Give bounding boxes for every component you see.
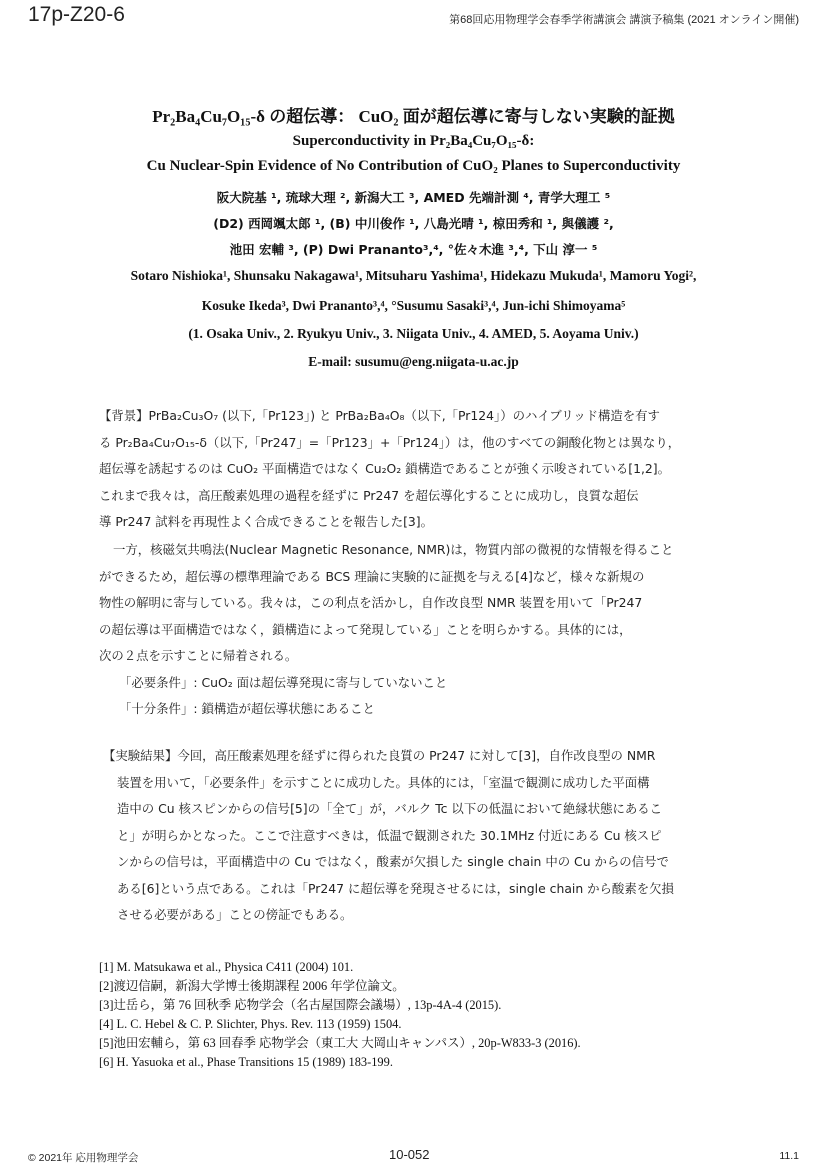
title-en-line1: Superconductivity in Pr₂Ba₄Cu₇O₁₅-δ: [292,133,535,149]
affiliations-jp: 阪大院基 ¹, 琉球大理 ², 新潟大工 ³, AMED 先端計測 ⁴, 青学大理工 ⁵ [216,190,611,205]
text-line: ができるため，超伝導の標準理論である BCS 理論に実験的に証拠を与える[4]など，様々な新規の [99,568,645,584]
reference-item: [1] M. Matsukawa et al., Physica C411 (2004) 101. [99,960,354,974]
reference-item: [4] L. C. Hebel & C. P. Slichter, Phys. Rev. 113 (1959) 1504. [99,1017,402,1031]
text-line: 【背景】PrBa₂Cu₃O₇ (以下,「Pr123」) と PrBa₂Ba₄O₈（以下,「Pr124」）のハイブリッド構造を有す [99,408,660,423]
nmr-paragraph [99,537,739,723]
text-line: 超伝導を誘起するのは CuO₂ 平面構造ではなく Cu₂O₂ 鎖構造であることが強く示唆されている[1,2]。 [99,461,670,476]
text-line: ンからの信号は，平面構造中の Cu ではなく，酸素が欠損した single chain 中の Cu からの信号で [117,854,669,869]
text-line: の超伝導は平面構造ではなく，鎖構造によって発現している」ことを明らかする。具体的には， [99,621,632,637]
title-en-line2: Cu Nuclear-Spin Evidence of No Contribution of CuO₂ Planes to Superconductivity [146,158,681,174]
category-code: 11.1 [779,1150,799,1162]
text-line: 次の２点を示すことに帰着される。 [99,648,298,663]
page-number: 10-052 [389,1147,430,1162]
copyright: © 2021年 応用物理学会 [28,1152,139,1164]
text-line: 【実験結果】今回，高圧酸素処理を経ずに得られた良質の Pr247 に対して[3]，自作改良型の NMR [103,748,656,763]
sufficient-condition: 「十分条件」: 鎖構造が超伝導状態にあること [119,701,375,716]
reference-item: [2]渡辺信嗣，新潟大学博士後期課程 2006 年学位論文。 [99,979,405,993]
results-paragraph [103,743,743,929]
necessary-condition: 「必要条件」: CuO₂ 面は超伝導発現に寄与していないこと [119,674,448,690]
text-line: 装置を用いて，「必要条件」を示すことに成功した。具体的には，「室温で観測に成功した平面構 [117,774,650,790]
email: E-mail: susumu@eng.niigata-u.ac.jp [308,354,519,369]
authors-jp-line1: (D2) 西岡颯太郎 ¹, (B) 中川俊作 ¹, 八島光晴 ¹, 椋田秀和 ¹, 與儀護 ², [213,216,614,231]
authors-jp-line2: 池田 宏輔 ³, (P) Dwi Prananto³,⁴, °佐々木進 ³,⁴, 下山 淳一 ⁵ [229,242,598,257]
title-jp: Pr₂Ba₄Cu₇O₁₅-δ の超伝導： CuO₂ 面が超伝導に寄与しない実験的証拠 [152,107,675,126]
text-line: ある[6]という点である。これは「Pr247 に超伝導を発現させるには，single chain から酸素を欠損 [117,880,674,896]
reference-item: [3]辻岳ら，第 76 回秋季 応物学会（名古屋国際会議場）, 13p-4A-4 (2015). [99,998,502,1012]
text-line: 導 Pr247 試料を再現性よく合成できることを報告した[3]。 [99,514,434,529]
text-line: 造中の Cu 核スピンからの信号[5]の「全て」が，バルク Tc 以下の低温において絶縁状態にあるこ [117,801,663,816]
background-paragraph [99,403,739,536]
conference-header: 第68回応用物理学会春季学術講演会 講演予稿集 (2021 オンライン開催) [449,14,799,26]
text-line: させる必要がある」ことの傍証でもある。 [117,907,353,922]
authors-en-line2: Kosuke Ikeda³, Dwi Prananto³,⁴, °Susumu Sasaki³,⁴, Jun-ichi Shimoyama⁵ [201,298,626,313]
text-line: 物性の解明に寄与している。我々は，この利点を活かし，自作改良型 NMR 装置を用いて「Pr247 [99,595,643,610]
text-line: る Pr₂Ba₄Cu₇O₁₅-δ（以下,「Pr247」=「Pr123」+「Pr124」）は，他のすべての銅酸化物とは異なり， [99,434,681,450]
affiliations-en: (1. Osaka Univ., 2. Ryukyu Univ., 3. Niigata Univ., 4. AMED, 5. Aoyama Univ.) [188,326,639,341]
reference-item: [5]池田宏輔ら，第 63 回春季 応物学会（東工大 大岡山キャンパス）, 20p-W833-3 (2016). [99,1036,581,1050]
text-line: これまで我々は，高圧酸素処理の過程を経ずに Pr247 を超伝導化することに成功し，良質な超伝 [99,487,639,503]
text-line: 一方，核磁気共鳴法(Nuclear Magnetic Resonance, NMR)は，物質内部の微視的な情報を得ること [113,542,674,557]
text-line: と」が明らかとなった。ここで注意すべきは，低温で観測された 30.1MHz 付近にある Cu 核スピ [117,827,662,843]
session-id: 17p-Z20-6 [28,3,125,26]
authors-en-line1: Sotaro Nishioka¹, Shunsaku Nakagawa¹, Mitsuharu Yashima¹, Hidekazu Mukuda¹, Mamoru Yogi², [130,268,697,283]
reference-item: [6] H. Yasuoka et al., Phase Transitions 15 (1989) 183-199. [99,1055,393,1069]
references-list [99,958,759,1072]
